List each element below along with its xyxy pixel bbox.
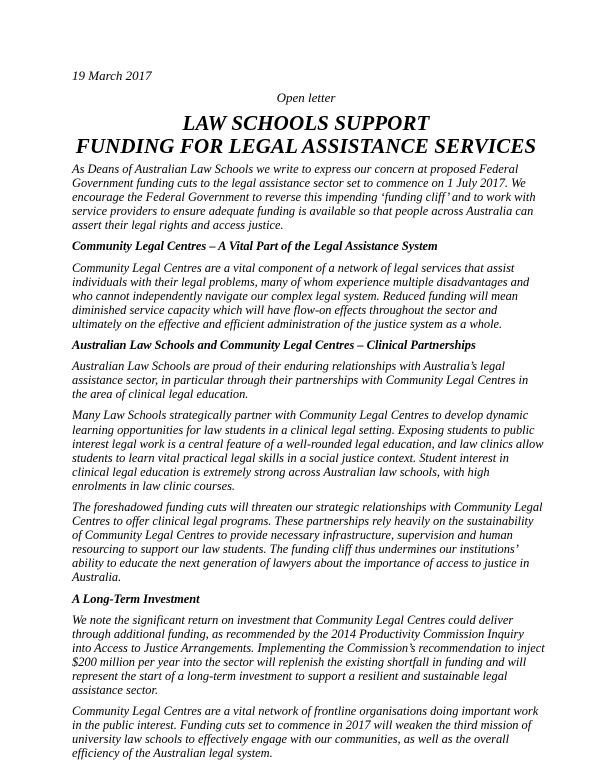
letter-title <box>0 112 612 158</box>
letter-body <box>72 162 546 768</box>
title-line-1: LAW SCHOOLS SUPPORT <box>182 111 430 135</box>
section-heading-community-legal-centres: Community Legal Centres – A Vital Part of the Legal Assistance System <box>72 239 438 254</box>
section-3-paragraph-1: We note the significant return on investment that Community Legal Centres could deliver through additional funding, as recommended by the 2014 Productivity Commission Inquiry into Access to Justice Arrangements. Implementing the Commission’s recommendation to inject $200 million per year into the sector will replenish the existing shortfall in funding and will represent the start of a long-term investment to support a resilient and sustainable legal assistance sector. <box>72 612 545 698</box>
letter-date: 19 March 2017 <box>72 68 152 83</box>
section-3-paragraph-2: Community Legal Centres are a vital network of frontline organisations doing important work in the public interest. Funding cuts set to commence in 2017 will weaken the third mission of university law schools to effectively engage with our communities, as well as the overall efficiency of the Australian legal system. <box>72 704 539 761</box>
section-heading-long-term-investment: A Long-Term Investment <box>72 591 200 606</box>
section-2-paragraph-1: Australian Law Schools are proud of their enduring relationships with Australia’s legal assistance sector, in particular through their partnerships with Community Legal Centres in the area of clinical legal education. <box>72 359 529 402</box>
section-2-paragraph-3: The foreshadowed funding cuts will threaten our strategic relationships with Community Legal Centres to offer clinical legal programs. These partnerships rely heavily on the sustainability of Community Legal Centres to provide necessary infrastructure, supervision and human resourcing to support our law students. The funding cliff thus undermines our institutions’ ability to educate the next generation of lawyers about the importance of access to justice in Australia. <box>72 499 543 585</box>
letter-subtitle: Open letter <box>276 90 336 105</box>
section-heading-clinical-partnerships: Australian Law Schools and Community Legal Centres – Clinical Partnerships <box>72 338 476 353</box>
section-1-paragraph-1: Community Legal Centres are a vital component of a network of legal services that assist individuals with their legal problems, many of whom experience multiple disadvantages and who cannot independently navigate our complex legal system. Reduced funding will mean diminished service capacity which will have flow-on effects throughout the sector and ultimately on the effective and efficient administration of the justice system as a whole. <box>72 260 530 331</box>
intro-paragraph: As Deans of Australian Law Schools we write to express our concern at proposed Federal Government funding cuts to the legal assistance sector set to commence on 1 July 2017. We encourage the Federal Government to reverse this impending ‘funding cliff’ and to work with service providers to ensure adequate funding is available so that people across Australia can assert their legal rights and access justice. <box>72 162 536 233</box>
title-line-2: FUNDING FOR LEGAL ASSISTANCE SERVICES <box>75 134 537 158</box>
section-2-paragraph-2: Many Law Schools strategically partner with Community Legal Centres to develop dynamic learning opportunities for law students in a clinical legal setting. Exposing students to public interest legal work is a central feature of a well-rounded legal education, and law clinics allow students to learn vital practical legal skills in a social justice context. Student interest in clinical legal education is extremely strong across Australian law schools, with high enrolments in law clinic courses. <box>72 408 544 493</box>
